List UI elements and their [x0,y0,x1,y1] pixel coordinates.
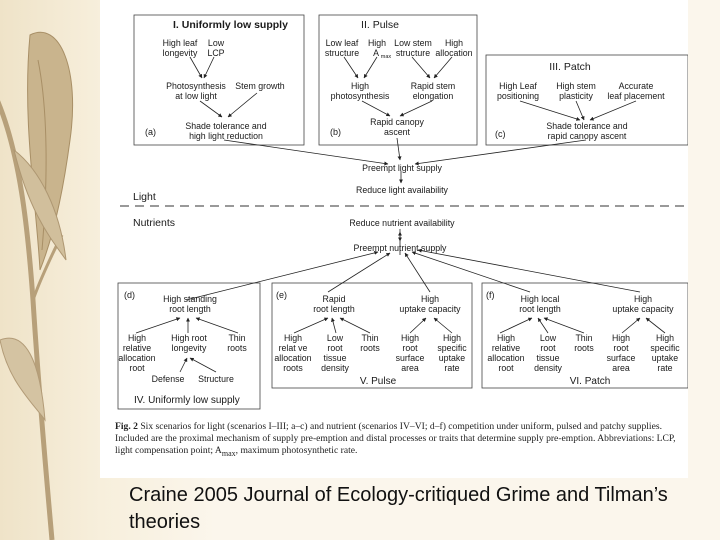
node-text: surface [606,353,636,363]
node-text: Low stem [394,38,432,48]
caption-subscript: max [221,448,236,458]
node-text: High [633,294,653,304]
arrow [224,140,388,164]
preempt-light-label: Preempt light supply [362,163,442,173]
node-text: area [401,363,419,373]
node-text: Shade tolerance and [185,121,267,131]
node-text: leaf placement [607,91,665,101]
panel-e-title: V. Pulse [359,376,397,387]
node-text: Thin [361,333,379,343]
nutrients-label: Nutrients [133,217,176,229]
arrow [434,57,452,78]
node-text: Low [326,333,344,343]
node-text: Defense [151,374,185,384]
arrow [204,57,214,78]
node-text: Thin [575,333,593,343]
node-text: Thin [228,333,246,343]
reduce-nutrient-label: Reduce nutrient availability [349,218,455,228]
node-text: root length [519,304,561,314]
arrow [136,318,180,333]
node-text: density [534,363,562,373]
node-text: root [402,343,418,353]
node-text: tissue [536,353,560,363]
panel-c-letter: (c) [495,129,506,139]
node-text: uptake [651,353,679,363]
node-text: High local [520,294,560,304]
panel-a-title: I. Uniformly low supply [173,19,288,31]
arrow [622,318,640,333]
arrow [180,358,187,372]
preempt-nutrient-label: Preempt nutrient supply [353,243,447,253]
node-text: High [442,333,462,343]
node-text: Low [539,333,557,343]
node-text: structure [395,48,431,58]
arrow [410,318,426,333]
figure-caption [115,421,685,460]
node-text: Accurate [618,81,654,91]
node-text: root [540,343,556,353]
competition-diagram [100,0,688,478]
node-text: High [444,38,464,48]
node-text: relat ve [278,343,308,353]
arrow [196,318,238,333]
node-text: roots [283,363,303,373]
node-text: Stem growth [235,81,285,91]
arrow [364,57,377,78]
node-text: Rapid canopy [370,117,424,127]
node-text: relative [491,343,521,353]
arrow [190,358,216,372]
arrow [646,318,665,333]
node-text: root [613,343,629,353]
node-text: LCP [207,48,225,58]
node-text: allocation [435,48,473,58]
node-text: specific [650,343,680,353]
node-text: longevity [162,48,198,58]
arrow [328,253,390,292]
node-text: A [373,48,379,58]
arrow [412,252,530,292]
node-text: root [327,343,343,353]
node-text: plasticity [559,91,593,101]
node-text: structure [324,48,360,58]
arrow [405,253,430,292]
node-text: High [367,38,387,48]
node-text: Low leaf [325,38,359,48]
arrow [590,101,636,120]
node-subscript: max [380,54,392,60]
node-text: uptake capacity [399,304,461,314]
figure-label: Fig. 2 [115,421,138,432]
node-text: roots [360,343,380,353]
panel-f-letter: (f) [486,290,495,300]
node-text: Rapid stem [410,81,456,91]
panel-f-title: VI. Patch [569,376,611,387]
light-label: Light [133,191,156,203]
node-text: positioning [496,91,540,101]
node-text: relative [122,343,152,353]
node-text: at low light [175,91,217,101]
node-text: Low [207,38,225,48]
arrow [294,318,328,333]
node-text: high light reduction [189,131,263,141]
node-text: root length [313,304,355,314]
caption-text-end: , maximum photosynthetic rate. [235,445,358,456]
arrow [576,101,584,120]
node-text: High stem [556,81,596,91]
arrow [520,101,580,120]
node-text: allocation [118,353,156,363]
panel-e-letter: (e) [276,290,287,300]
panel-d-letter: (d) [124,290,135,300]
node-text: High [420,294,440,304]
node-text: High standing [163,294,217,304]
node-text: elongation [412,91,454,101]
node-text: High [496,333,516,343]
arrow [538,318,548,333]
arrow [362,101,390,116]
node-text: root [129,363,145,373]
node-text: allocation [487,353,525,363]
node-text: High [400,333,420,343]
node-text: High [611,333,631,343]
node-text: photosynthesis [330,91,390,101]
panel-a-letter: (a) [145,127,156,137]
arrow [415,140,586,164]
node-text: Photosynthesis [166,81,226,91]
arrow [228,93,257,117]
node-text: High [655,333,675,343]
node-text: uptake [438,353,466,363]
node-text: root length [169,304,211,314]
node-text: High Leaf [499,81,537,91]
node-text: rate [444,363,460,373]
node-text: Rapid [322,294,346,304]
node-text: ascent [384,127,410,137]
node-text: High [350,81,370,91]
arrow [200,101,222,117]
node-text: specific [437,343,467,353]
arrow [340,318,370,333]
arrow [500,318,532,333]
arrow [412,57,430,78]
node-text: surface [395,353,425,363]
node-text: High [283,333,303,343]
caption-text: Six scenarios for light (scenarios I–III; a–c) and nutrient (scenarios IV–VI; d–f) competition under uniform, pulsed and patchy supplies. Included are the proximal mechanism of supply pre-emption and distal processes or traits that determine supply pre-emption. Abbreviations: LCP, light compensation point; A [115,421,676,456]
node-text: area [612,363,630,373]
node-text: rapid canopy ascent [547,131,627,141]
arrow [544,318,584,333]
node-text: High [127,333,147,343]
slide-credit-text: Craine 2005 Journal of Ecology-critiqued Grime and Tilman’s theories [129,484,668,533]
node-text: roots [227,343,247,353]
node-text: High leaf [162,38,198,48]
panel-d-title: IV. Uniformly low supply [134,395,240,406]
panel-b-letter: (b) [330,127,341,137]
node-text: density [321,363,349,373]
node-text: Structure [198,374,234,384]
panel-b-title: II. Pulse [361,19,399,31]
arrow [400,101,432,116]
arrow [434,318,452,333]
panel-c-title: III. Patch [549,61,591,73]
arrow [344,57,358,78]
node-text: allocation [274,353,312,363]
node-text: tissue [323,353,347,363]
node-text: Shade tolerance and [546,121,628,131]
node-text: rate [657,363,673,373]
node-text: uptake capacity [612,304,674,314]
node-text: roots [574,343,594,353]
figure-image [100,0,688,478]
arrow [190,57,202,78]
node-text: High root [171,333,207,343]
arrow [418,250,640,292]
arrow [397,138,400,160]
node-text: longevity [171,343,207,353]
node-text: root [498,363,514,373]
arrow [332,318,336,333]
reduce-light-label: Reduce light availability [356,185,448,195]
